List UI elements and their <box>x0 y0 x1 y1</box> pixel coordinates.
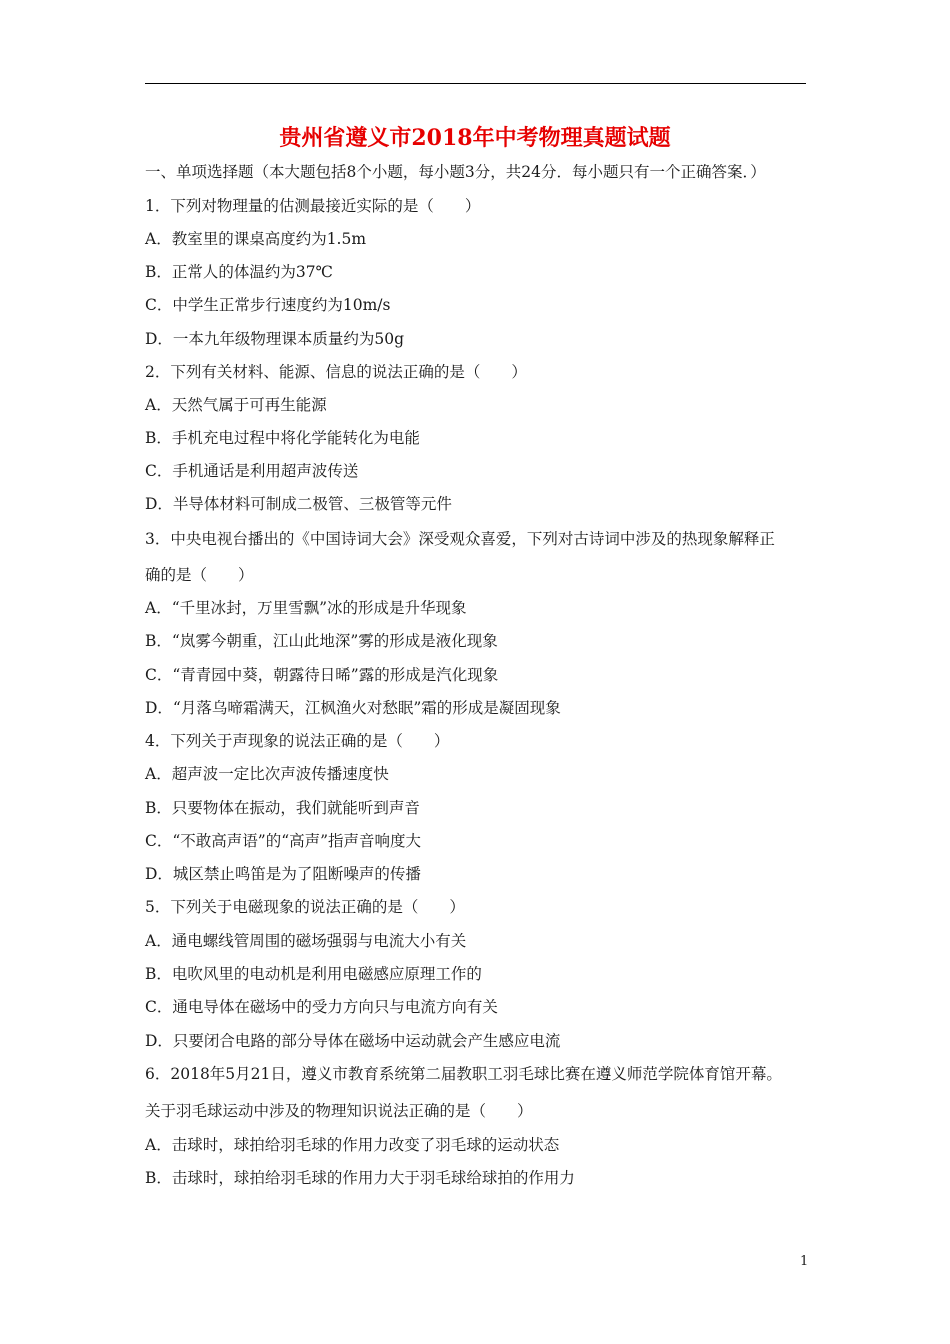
q5-option-b: B．电吹风里的电动机是利用电磁感应原理工作的 <box>145 965 482 983</box>
q2-option-b: B．手机充电过程中将化学能转化为电能 <box>145 429 420 447</box>
q4-option-c: C．“不敢高声语”的“高声”指声音响度大 <box>145 832 422 850</box>
section-heading: 一、单项选择题（本大题包括8个小题，每小题3分，共24分．每小题只有一个正确答案．） <box>145 163 766 181</box>
q1-option-d: D．一本九年级物理课本质量约为50g <box>145 330 405 348</box>
q2-stem: 2．下列有关材料、能源、信息的说法正确的是（ ） <box>145 363 527 381</box>
q6-option-b: B．击球时，球拍给羽毛球的作用力大于羽毛球给球拍的作用力 <box>145 1169 575 1187</box>
q3-option-c: C．“青青园中葵，朝露待日晞”露的形成是汽化现象 <box>145 666 499 684</box>
q2-option-c: C．手机通话是利用超声波传送 <box>145 462 359 480</box>
q5-option-d: D．只要闭合电路的部分导体在磁场中运动就会产生感应电流 <box>145 1032 561 1050</box>
page-title: 贵州省遵义市2018年中考物理真题试题 <box>279 125 671 151</box>
q1-option-a: A．教室里的课桌高度约为1.5m <box>145 230 367 248</box>
page-number: 1 <box>800 1254 809 1269</box>
q5-stem: 5．下列关于电磁现象的说法正确的是（ ） <box>145 898 465 916</box>
q4-stem: 4．下列关于声现象的说法正确的是（ ） <box>145 732 450 750</box>
q1-option-c: C．中学生正常步行速度约为10m/s <box>145 296 391 314</box>
q2-option-a: A．天然气属于可再生能源 <box>145 396 327 414</box>
q6-option-a: A．击球时，球拍给羽毛球的作用力改变了羽毛球的运动状态 <box>145 1136 560 1154</box>
q4-option-b: B．只要物体在振动，我们就能听到声音 <box>145 799 420 817</box>
q6-stem-cont: 关于羽毛球运动中涉及的物理知识说法正确的是（ ） <box>145 1102 533 1120</box>
q3-stem: 3．中央电视台播出的《中国诗词大会》深受观众喜爱，下列对古诗词中涉及的热现象解释正 <box>145 530 775 548</box>
header-rule <box>145 83 806 84</box>
q4-option-a: A．超声波一定比次声波传播速度快 <box>145 765 389 783</box>
q1-stem: 1．下列对物理量的估测最接近实际的是（ ） <box>145 197 481 215</box>
q1-option-b: B．正常人的体温约为37℃ <box>145 263 333 281</box>
q3-option-a: A．“千里冰封，万里雪飘”冰的形成是升华现象 <box>145 599 467 617</box>
q2-option-d: D．半导体材料可制成二极管、三极管等元件 <box>145 495 452 513</box>
q4-option-d: D．城区禁止鸣笛是为了阻断噪声的传播 <box>145 865 421 883</box>
q5-option-a: A．通电螺线管周围的磁场强弱与电流大小有关 <box>145 932 467 950</box>
q3-option-b: B．“岚雾今朝重，江山此地深”雾的形成是液化现象 <box>145 632 498 650</box>
q3-stem-cont: 确的是（ ） <box>145 566 254 584</box>
q3-option-d: D．“月落乌啼霜满天，江枫渔火对愁眠”霜的形成是凝固现象 <box>145 699 561 717</box>
q6-stem: 6．2018年5月21日，遵义市教育系统第二届教职工羽毛球比赛在遵义师范学院体育馆开幕。 <box>145 1065 782 1083</box>
q5-option-c: C．通电导体在磁场中的受力方向只与电流方向有关 <box>145 998 498 1016</box>
